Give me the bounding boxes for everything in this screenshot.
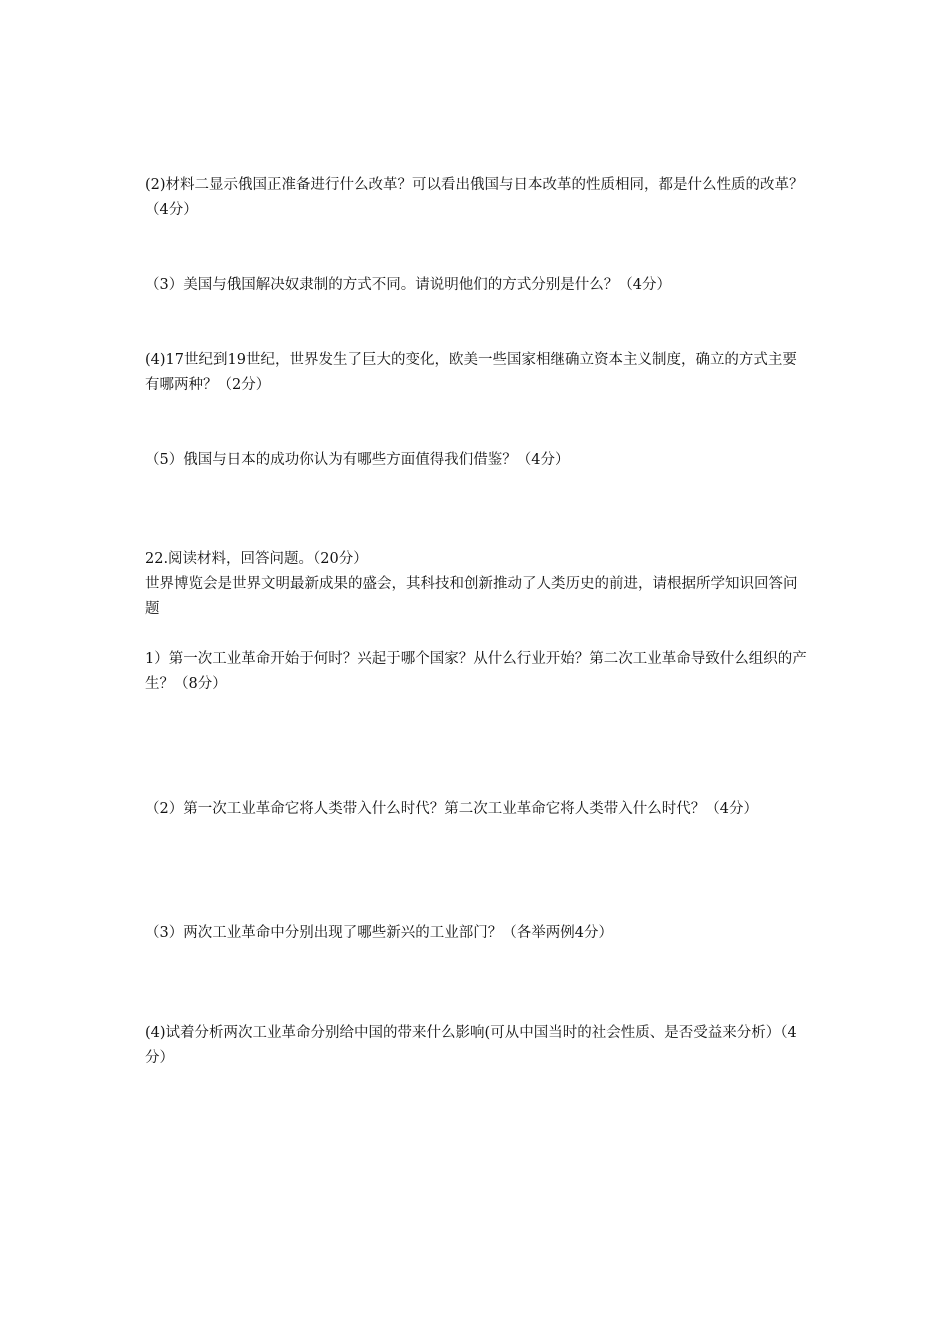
question-22-2: （2）第一次工业革命它将人类带入什么时代？第二次工业革命它将人类带入什么时代？（4分） — [145, 801, 758, 817]
question-21-4: (4)17世纪到19世纪，世界发生了巨大的变化，欧美一些国家相继确立资本主义制度，确立的方式主要有哪两种？（2分） — [145, 352, 797, 393]
question-22-3: （3）两次工业革命中分别出现了哪些新兴的工业部门？（各举两例4分） — [145, 925, 613, 941]
question-22-material: 世界博览会是世界文明最新成果的盛会，其科技和创新推动了人类历史的前进，请根据所学知识回答问题 — [145, 576, 798, 617]
question-22-4: (4)试着分析两次工业革命分别给中国的带来什么影响(可从中国当时的社会性质、是否受益来分析）（4分） — [145, 1025, 797, 1066]
question-21-2: (2)材料二显示俄国正准备进行什么改革？可以看出俄国与日本改革的性质相同，都是什么性质的改革？（4分） — [145, 177, 804, 218]
question-21-5: （5）俄国与日本的成功你认为有哪些方面值得我们借鉴？（4分） — [145, 452, 570, 468]
question-21-3: （3）美国与俄国解决奴隶制的方式不同。请说明他们的方式分别是什么？（4分） — [145, 277, 671, 293]
question-22-title: 22.阅读材料，回答问题。（20分） — [145, 551, 368, 567]
question-22-1: 1）第一次工业革命开始于何时？兴起于哪个国家？从什么行业开始？第二次工业革命导致什么组织的产生？（8分） — [145, 651, 807, 692]
